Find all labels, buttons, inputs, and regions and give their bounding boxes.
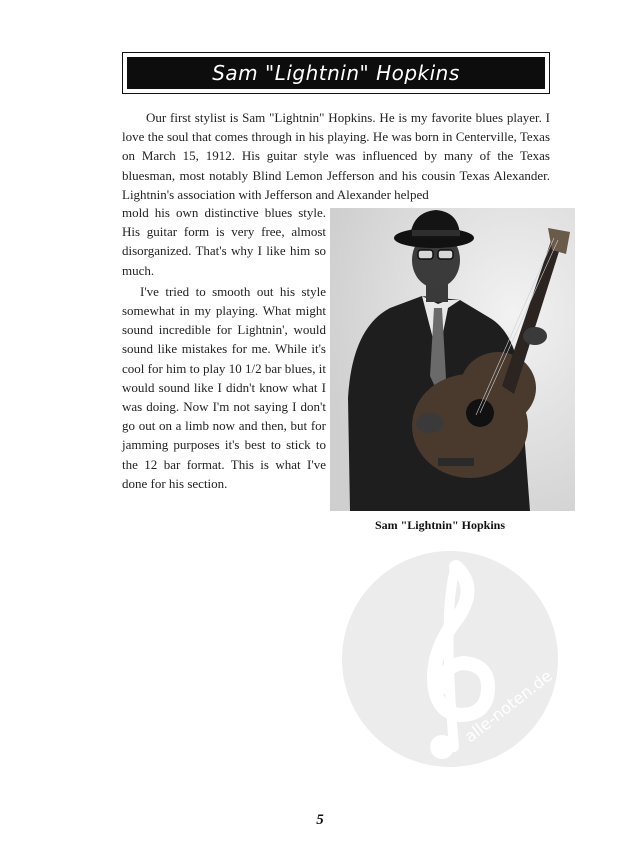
page-title: Sam "Lightnin" Hopkins bbox=[212, 61, 460, 85]
portrait-illustration bbox=[330, 208, 575, 511]
portrait-photo bbox=[330, 208, 575, 511]
column-text-block bbox=[122, 203, 326, 493]
title-banner-inner bbox=[127, 57, 545, 89]
column-paragraph-1: mold his own distinctive blues style. His guitar form is very free, almost disorganized. That's why I like him so much. bbox=[122, 205, 326, 278]
treble-clef-icon bbox=[338, 547, 562, 771]
watermark bbox=[338, 547, 562, 771]
intro-paragraph: Our first stylist is Sam "Lightnin" Hopkins. He is my favorite blues player. I love the soul that comes through in his playing. He was born in Centerville, Texas on March 15, 1912. His guitar style was influenced by many of the Texas bluesman, most notably Blind Lemon Jefferson and his cousin Texas Alexander. Lightnin's association with Jefferson and Alexander helped bbox=[122, 110, 550, 202]
title-banner bbox=[122, 52, 550, 94]
photo-caption: Sam "Lightnin" Hopkins bbox=[374, 518, 506, 532]
page-number: 5 bbox=[316, 812, 324, 828]
column-paragraph-2: I've tried to smooth out his style somewhat in my playing. What might sound incredible for Lightnin', would sound like mistakes for me. While it's cool for him to play 10 1/2 bar blues, it would sound like I didn't know what I was doing. Now I'm not saying I don't go out on a limb now and then, but for jamming purposes it's best to stick to the 12 bar format. This is what I've done for his section. bbox=[122, 283, 326, 491]
watermark-text: alle-noten.de bbox=[460, 666, 556, 747]
intro-paragraph-block bbox=[122, 108, 550, 204]
